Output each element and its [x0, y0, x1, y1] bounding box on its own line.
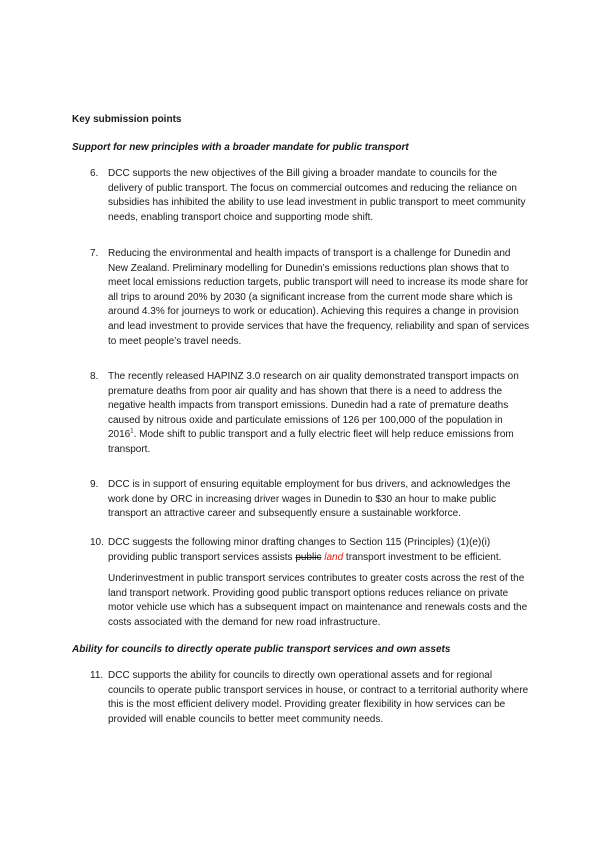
paragraph-number: 11.	[90, 670, 104, 681]
paragraph-number: 6.	[90, 168, 99, 179]
paragraph-text-end: . Mode shift to public transport and a fully electric fleet will help reduce emissions from transport.	[108, 429, 514, 455]
footnote-marker[interactable]: 1	[130, 429, 134, 436]
paragraph-text: Reducing the environmental and health impacts of transport is a challenge for Dunedin and New Zealand. Preliminary modelling for Dunedin’s emissions reductions plan shows that to meet local emissions reduction targets, public transport will need to increase its mode share for all trips to around 20% by 2030 (a significant increase from the current mode share which is around 4.3% for journeys to work or education). Achieving this requires a change in provision and lead investment to provide services that have the frequency, reliability and span of services to meet people’s travel needs.	[108, 248, 530, 347]
struck-word: public	[295, 551, 322, 563]
paragraph-number: 9.	[90, 479, 99, 490]
paragraph-text: DCC supports the new objectives of the Bill giving a broader mandate to councils for the delivery of public transport. The focus on commercial outcomes and reducing the reliance on subsidies has inhibited the ability to use lead investment in public transport to meet community needs, enabling transport choice and supporting mode shift.	[108, 168, 526, 223]
paragraph-number: 10.	[90, 537, 104, 548]
paragraph-number: 8.	[90, 371, 99, 382]
section-heading-key-points: Key submission points	[72, 114, 182, 125]
section-heading-support-principles: Support for new principles with a broader mandate for public transport	[72, 142, 409, 153]
paragraph-10-continuation: Underinvestment in public transport services contributes to greater costs across the rest of the land transport network. Providing good public transport options reduces reliance on private motor vehicle use which has a subsequent impact on maintenance and renewals costs and the costs associated with the demand for new road infrastructure.	[108, 573, 528, 628]
paragraph-text-end: transport investment to be efficient.	[343, 551, 502, 563]
inserted-word: land	[324, 551, 344, 563]
section-heading-ability-councils: Ability for councils to directly operate public transport services and own assets	[72, 644, 451, 655]
paragraph-text	[108, 536, 530, 565]
paragraph-number: 7.	[90, 248, 99, 259]
paragraph-text-start: DCC suggests the following minor drafting changes to Section 115 (Principles) (1)(e)(i) providing public transport services assists	[108, 537, 491, 563]
paragraph-text-start: The recently released HAPINZ 3.0 research on air quality demonstrated transport impacts on premature deaths from poor air quality and has shown that there is a need to address the negative health impacts from transport emissions. Dunedin had a rate of premature deaths caused by nitrous oxide and particulate emissions of 126 per 100,000 of the population in 2016	[108, 371, 519, 441]
paragraph-text: DCC supports the ability for councils to directly own operational assets and for regional councils to operate public transport services in house, or contract to a territorial authority where this is the most efficient delivery model. Providing greater flexibility in how services can be provided will enable councils to better meet community needs.	[108, 670, 529, 725]
paragraph-text: DCC is in support of ensuring equitable employment for bus drivers, and acknowledges the work done by ORC in increasing driver wages in Dunedin to $30 an hour to make public transport an attractive career and subsequently ensure a sustainable workforce.	[108, 479, 511, 520]
paragraph-text	[108, 370, 530, 458]
